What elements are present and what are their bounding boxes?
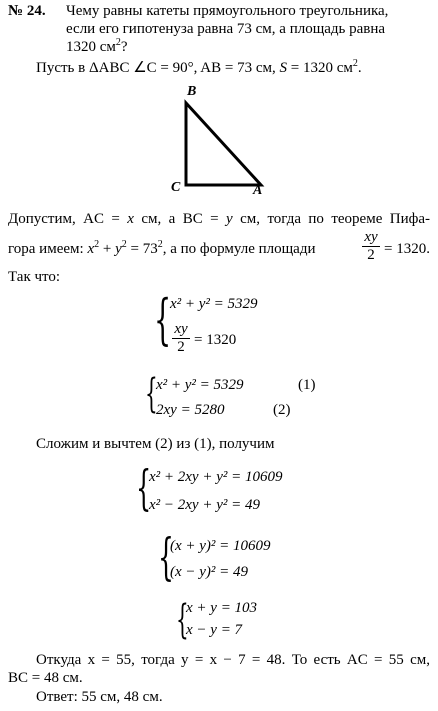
conclusion-line-2: BC = 48 см.	[8, 670, 83, 686]
system2-label1: (1)	[298, 377, 316, 393]
system3-brace: {	[136, 460, 152, 516]
area-fraction: xy 2	[362, 230, 380, 263]
text-line-1: Допустим, AC = x см, а BC = y см, тогда по теореме Пифа-	[8, 211, 431, 227]
triangle-figure	[165, 78, 275, 202]
vertex-c-label: C	[171, 180, 181, 195]
system2-brace: {	[145, 371, 158, 417]
problem-line-2: если его гипотенуза равна 73 см, а площадь равна	[66, 21, 386, 37]
system3-eq1: x² + 2xy + y² = 10609	[149, 469, 283, 485]
answer-line: Ответ: 55 см, 48 см.	[36, 689, 163, 705]
system2-eq2: 2xy = 5280	[156, 402, 225, 418]
system1-eq2-rhs: = 1320	[194, 332, 237, 348]
area-equals: = 1320.	[384, 241, 430, 257]
text-line-4: Сложим и вычтем (2) из (1), получим	[36, 436, 275, 452]
text-line-3: Так что:	[8, 269, 61, 285]
problem-line-3: 1320 $см^2$?	[66, 37, 128, 55]
given-line: Пусть в ΔABC ∠C = 90°, AB = 73 см, S = 1320 $см^2$.	[36, 58, 362, 76]
system5-eq2: x − y = 7	[186, 622, 243, 638]
triangle-shape	[186, 103, 261, 185]
system5-brace: {	[176, 597, 189, 643]
system4-eq2: (x − y)² = 49	[170, 564, 249, 580]
system1-brace: {	[154, 288, 172, 351]
vertex-a-label: A	[253, 183, 263, 198]
system2-label2: (2)	[273, 402, 291, 418]
system2-eq1: x² + y² = 5329	[156, 377, 244, 393]
system4-eq1: (x + y)² = 10609	[170, 538, 271, 554]
conclusion-line-1: Откуда x = 55, тогда y = x − 7 = 48. То есть AC = 55 см,	[36, 652, 430, 668]
text-line-2: гора имеем: $x^2 + y^2 = 73^2$, а по формуле площади	[8, 239, 316, 257]
system1-eq1: x² + y² = 5329	[170, 296, 258, 312]
problem-number: № 24.	[8, 3, 46, 19]
system5-eq1: x + y = 103	[186, 600, 258, 616]
problem-line-1: Чему равны катеты прямоугольного треугольника,	[66, 3, 389, 19]
system3-eq2: x² − 2xy + y² = 49	[149, 497, 260, 513]
system4-brace: {	[158, 528, 174, 586]
system1-fraction: xy 2	[172, 322, 190, 355]
vertex-b-label: B	[187, 84, 197, 99]
